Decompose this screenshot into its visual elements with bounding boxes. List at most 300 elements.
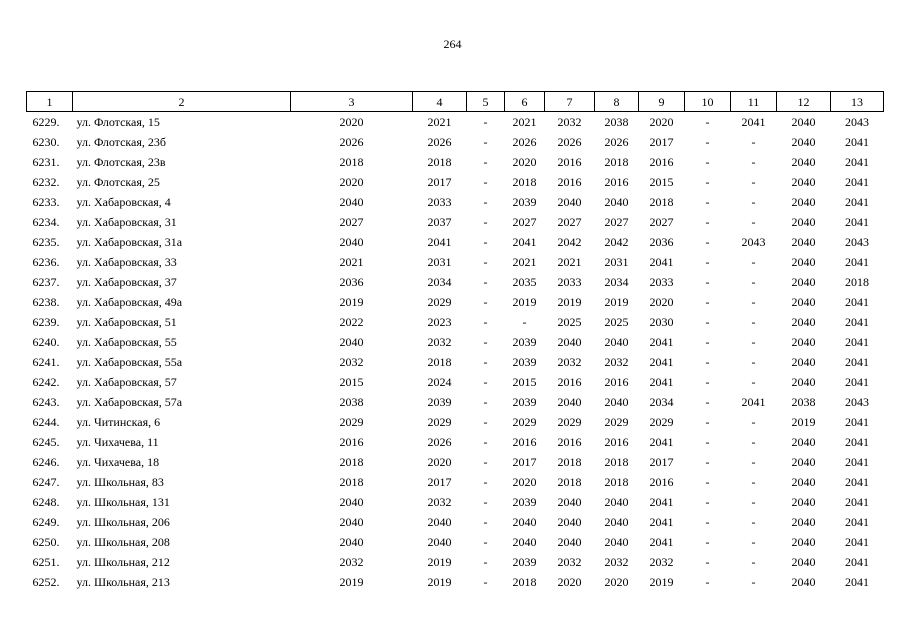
table-row (27, 252, 884, 272)
table-cell: 2027 (339, 215, 364, 229)
table-cell: 2020 (649, 295, 674, 309)
table-cell: 2036 (339, 275, 364, 289)
table-cell: 2040 (339, 515, 364, 529)
table-cell: 2026 (427, 435, 452, 449)
table-cell: 2021 (557, 255, 582, 269)
table-cell: 2043 (845, 235, 869, 249)
table-cell: 2019 (604, 295, 629, 309)
table-cell: 2024 (427, 375, 452, 389)
column-header: 10 (685, 92, 731, 112)
table-cell: 2040 (557, 535, 582, 549)
table-cell: 2018 (427, 355, 452, 369)
table-cell: 2032 (557, 115, 582, 129)
row-number: 6252. (32, 575, 60, 589)
table-cell: 2041 (845, 575, 869, 589)
table-cell: 2015 (339, 375, 364, 389)
address-cell: ул. Хабаровская, 51 (76, 315, 177, 329)
table-cell: 2040 (604, 495, 629, 509)
table-cell: 2035 (512, 275, 537, 289)
table-cell: - (705, 515, 710, 529)
table-cell: 2040 (791, 515, 816, 529)
address-cell: ул. Школьная, 213 (76, 575, 170, 589)
table-cell: 2040 (791, 195, 816, 209)
table-cell: 2041 (845, 175, 869, 189)
table-cell: 2032 (339, 355, 364, 369)
table-cell: - (483, 215, 488, 229)
table-cell: 2018 (557, 455, 582, 469)
table-cell: - (705, 415, 710, 429)
table-row (27, 292, 884, 312)
table-cell: - (751, 135, 756, 149)
table-cell: - (705, 195, 710, 209)
table-cell: 2032 (557, 555, 582, 569)
row-number: 6242. (32, 375, 60, 389)
table-cell: - (705, 475, 710, 489)
table-cell: 2041 (845, 495, 869, 509)
table-header-row (27, 92, 884, 112)
table-cell: 2019 (427, 555, 452, 569)
row-number: 6235. (32, 235, 60, 249)
table-cell: 2040 (791, 455, 816, 469)
table-cell: - (705, 215, 710, 229)
address-cell: ул. Школьная, 131 (76, 495, 170, 509)
table-cell: 2019 (339, 575, 364, 589)
row-number: 6244. (32, 415, 60, 429)
table-cell: 2039 (512, 335, 537, 349)
address-cell: ул. Хабаровская, 31а (76, 235, 183, 249)
table-cell: - (483, 355, 488, 369)
table-cell: - (751, 255, 756, 269)
table-cell: 2037 (427, 215, 452, 229)
table-cell: - (751, 275, 756, 289)
table-cell: 2040 (791, 115, 816, 129)
table-cell: - (483, 295, 488, 309)
table-cell: 2041 (845, 375, 869, 389)
column-header: 9 (639, 92, 685, 112)
table-cell: 2040 (791, 275, 816, 289)
row-number: 6243. (32, 395, 60, 409)
row-number: 6238. (32, 295, 60, 309)
table-cell: 2016 (604, 435, 629, 449)
address-cell: ул. Флотская, 25 (76, 175, 160, 189)
table-cell: 2041 (512, 235, 537, 249)
table-row (27, 312, 884, 332)
address-cell: ул. Флотская, 23б (76, 135, 166, 149)
table-cell: 2016 (649, 155, 674, 169)
table-cell: 2033 (557, 275, 582, 289)
table-cell: 2041 (845, 195, 869, 209)
table-cell: 2042 (557, 235, 582, 249)
table-cell: 2029 (604, 415, 629, 429)
table-cell: 2040 (557, 195, 582, 209)
address-cell: ул. Хабаровская, 4 (76, 195, 171, 209)
table-cell: 2040 (791, 175, 816, 189)
table-cell: - (483, 395, 488, 409)
table-row (27, 372, 884, 392)
table-cell: - (705, 175, 710, 189)
table-cell: 2039 (512, 355, 537, 369)
table-cell: 2038 (791, 395, 816, 409)
table-cell: - (483, 515, 488, 529)
table-cell: 2040 (791, 375, 816, 389)
table-cell: 2039 (512, 195, 537, 209)
row-number: 6229. (32, 115, 60, 129)
table-cell: 2041 (741, 115, 766, 129)
table-cell: 2040 (791, 355, 816, 369)
table-cell: 2019 (557, 295, 582, 309)
table-row (27, 332, 884, 352)
table-cell: 2040 (512, 515, 537, 529)
table-cell: 2040 (791, 315, 816, 329)
table-cell: 2034 (604, 275, 629, 289)
table-cell: 2019 (512, 295, 537, 309)
table-cell: 2041 (845, 475, 869, 489)
table-cell: - (705, 255, 710, 269)
table-cell: 2039 (512, 395, 537, 409)
table-cell: 2040 (791, 155, 816, 169)
table-cell: 2033 (427, 195, 452, 209)
table-cell: 2016 (557, 375, 582, 389)
column-header: 8 (595, 92, 639, 112)
table-cell: 2018 (845, 275, 869, 289)
table-cell: 2019 (791, 415, 816, 429)
table-cell: 2026 (604, 135, 629, 149)
table-cell: 2016 (604, 375, 629, 389)
table-cell: 2039 (427, 395, 452, 409)
table-cell: - (705, 395, 710, 409)
row-number: 6249. (32, 515, 60, 529)
table-cell: 2041 (649, 355, 674, 369)
table-cell: 2029 (649, 415, 674, 429)
table-cell: 2041 (845, 535, 869, 549)
table-cell: 2040 (557, 515, 582, 529)
address-cell: ул. Школьная, 83 (76, 475, 164, 489)
row-number: 6247. (32, 475, 60, 489)
table-cell: - (483, 535, 488, 549)
table-cell: 2016 (557, 175, 582, 189)
table-cell: 2018 (557, 475, 582, 489)
table-cell: 2040 (557, 395, 582, 409)
table-cell: 2040 (339, 495, 364, 509)
table-cell: - (483, 255, 488, 269)
row-number: 6237. (32, 275, 60, 289)
address-cell: ул. Школьная, 212 (76, 555, 170, 569)
table-cell: - (751, 535, 756, 549)
table-cell: - (751, 435, 756, 449)
table-cell: - (483, 135, 488, 149)
table-cell: 2043 (741, 235, 766, 249)
table-cell: 2032 (427, 495, 452, 509)
table-cell: - (751, 555, 756, 569)
table-cell: 2018 (512, 175, 537, 189)
table-row (27, 412, 884, 432)
table-cell: - (705, 555, 710, 569)
table-cell: 2021 (427, 115, 452, 129)
table-row (27, 472, 884, 492)
table-cell: 2040 (791, 575, 816, 589)
table-row (27, 272, 884, 292)
table-cell: 2016 (649, 475, 674, 489)
table-row (27, 492, 884, 512)
address-cell: ул. Чихачева, 18 (76, 455, 160, 469)
table-cell: 2023 (427, 315, 452, 329)
table-cell: 2018 (512, 575, 537, 589)
table-row (27, 552, 884, 572)
row-number: 6245. (32, 435, 60, 449)
table-cell: 2020 (649, 115, 674, 129)
table-row (27, 512, 884, 532)
table-cell: 2041 (845, 515, 869, 529)
row-number: 6248. (32, 495, 60, 509)
table-row (27, 112, 884, 133)
address-cell: ул. Хабаровская, 37 (76, 275, 177, 289)
table-cell: 2031 (604, 255, 629, 269)
row-number: 6241. (32, 355, 60, 369)
row-number: 6239. (32, 315, 60, 329)
table-cell: 2040 (427, 535, 452, 549)
table-cell: - (705, 355, 710, 369)
table-cell: 2033 (649, 275, 674, 289)
table-cell: 2026 (427, 135, 452, 149)
table-cell: - (751, 155, 756, 169)
table-cell: - (705, 335, 710, 349)
table-cell: - (483, 335, 488, 349)
table-row (27, 152, 884, 172)
address-cell: ул. Хабаровская, 49а (76, 295, 183, 309)
table-cell: 2017 (427, 175, 452, 189)
table-cell: 2027 (557, 215, 582, 229)
table-cell: - (751, 215, 756, 229)
table-cell: 2020 (339, 115, 364, 129)
row-number: 6230. (32, 135, 60, 149)
table-cell: 2020 (512, 475, 537, 489)
table-row (27, 352, 884, 372)
table-cell: 2042 (604, 235, 629, 249)
table-row (27, 452, 884, 472)
table-cell: - (705, 435, 710, 449)
table-cell: 2041 (649, 515, 674, 529)
row-number: 6231. (32, 155, 60, 169)
table-row (27, 232, 884, 252)
table-cell: 2040 (791, 135, 816, 149)
table-cell: 2041 (845, 215, 869, 229)
address-cell: ул. Хабаровская, 31 (76, 215, 177, 229)
row-number: 6232. (32, 175, 60, 189)
table-cell: - (705, 155, 710, 169)
table-cell: 2017 (649, 135, 674, 149)
table-cell: 2026 (557, 135, 582, 149)
table-cell: 2041 (649, 335, 674, 349)
table-cell: 2040 (339, 235, 364, 249)
column-header: 7 (545, 92, 595, 112)
table-cell: - (751, 515, 756, 529)
table-cell: - (751, 355, 756, 369)
page-number: 264 (443, 37, 462, 51)
table-cell: - (483, 575, 488, 589)
table-cell: - (705, 135, 710, 149)
table-cell: 2040 (557, 495, 582, 509)
table-cell: - (483, 415, 488, 429)
table-cell: 2041 (845, 255, 869, 269)
table-cell: 2041 (845, 455, 869, 469)
table-cell: - (483, 175, 488, 189)
table-row (27, 132, 884, 152)
table-cell: 2015 (649, 175, 674, 189)
table-cell: 2040 (791, 435, 816, 449)
table-cell: 2041 (649, 495, 674, 509)
table-cell: - (705, 315, 710, 329)
address-cell: ул. Читинская, 6 (76, 415, 161, 429)
table-cell: - (751, 335, 756, 349)
table-cell: 2041 (845, 295, 869, 309)
table-cell: 2021 (512, 115, 537, 129)
table-cell: - (705, 235, 710, 249)
table-cell: 2032 (604, 355, 629, 369)
table-cell: 2040 (791, 535, 816, 549)
table-cell: 2029 (512, 415, 537, 429)
table-cell: 2019 (649, 575, 674, 589)
column-header: 12 (777, 92, 831, 112)
table-cell: 2040 (791, 255, 816, 269)
address-cell: ул. Флотская, 23в (76, 155, 166, 169)
table-cell: 2040 (604, 395, 629, 409)
row-number: 6251. (32, 555, 60, 569)
table-cell: - (751, 575, 756, 589)
table-cell: 2021 (512, 255, 537, 269)
address-cell: ул. Хабаровская, 57 (76, 375, 177, 389)
table-cell: 2032 (604, 555, 629, 569)
table-cell: - (751, 495, 756, 509)
table-cell: 2029 (427, 295, 452, 309)
table-body (27, 112, 884, 593)
table-cell: - (705, 295, 710, 309)
table-cell: - (522, 315, 527, 329)
column-header: 11 (731, 92, 777, 112)
table-cell: - (483, 155, 488, 169)
table-row (27, 572, 884, 592)
row-number: 6250. (32, 535, 60, 549)
table-cell: - (483, 375, 488, 389)
table-row (27, 392, 884, 412)
table-cell: 2020 (557, 575, 582, 589)
table-cell: - (751, 375, 756, 389)
row-number: 6246. (32, 455, 60, 469)
table-cell: - (751, 175, 756, 189)
table-cell: 2034 (427, 275, 452, 289)
column-header: 4 (413, 92, 467, 112)
table-cell: 2018 (339, 155, 364, 169)
table-cell: 2040 (791, 475, 816, 489)
table-cell: 2026 (339, 135, 364, 149)
table-cell: 2041 (845, 435, 869, 449)
table-cell: - (483, 195, 488, 209)
address-cell: ул. Школьная, 206 (76, 515, 170, 529)
table-cell: - (483, 315, 488, 329)
table-cell: 2040 (604, 335, 629, 349)
table-cell: 2022 (339, 315, 364, 329)
table-cell: - (483, 115, 488, 129)
table-cell: 2039 (512, 495, 537, 509)
table-cell: 2041 (845, 415, 869, 429)
table-cell: 2036 (649, 235, 674, 249)
table-cell: 2040 (339, 195, 364, 209)
table-cell: - (751, 295, 756, 309)
table-cell: - (483, 555, 488, 569)
table-cell: - (705, 575, 710, 589)
table-cell: 2027 (649, 215, 674, 229)
table-cell: - (751, 475, 756, 489)
address-cell: ул. Школьная, 208 (76, 535, 170, 549)
row-number: 6236. (32, 255, 60, 269)
table-cell: 2041 (649, 375, 674, 389)
table-cell: - (483, 495, 488, 509)
table-cell: 2017 (512, 455, 537, 469)
table-cell: 2018 (604, 455, 629, 469)
table-cell: 2041 (741, 395, 766, 409)
table-cell: 2032 (427, 335, 452, 349)
table-cell: 2040 (791, 295, 816, 309)
table-cell: 2040 (604, 515, 629, 529)
table-cell: 2016 (604, 175, 629, 189)
table-cell: - (705, 375, 710, 389)
table-cell: 2029 (427, 415, 452, 429)
table-row (27, 532, 884, 552)
table-cell: 2017 (427, 475, 452, 489)
table-cell: 2041 (845, 155, 869, 169)
table-cell: 2040 (791, 495, 816, 509)
column-header: 6 (505, 92, 545, 112)
table-cell: 2017 (649, 455, 674, 469)
table-cell: 2040 (604, 535, 629, 549)
table-cell: 2040 (339, 335, 364, 349)
table-cell: 2020 (512, 155, 537, 169)
table-cell: - (751, 455, 756, 469)
table-cell: 2018 (339, 455, 364, 469)
column-header: 13 (831, 92, 884, 112)
table-cell: - (751, 315, 756, 329)
table-cell: 2031 (427, 255, 452, 269)
table-cell: - (483, 455, 488, 469)
table-cell: - (483, 235, 488, 249)
table-cell: 2040 (791, 215, 816, 229)
table-cell: - (705, 535, 710, 549)
row-number: 6233. (32, 195, 60, 209)
table-cell: 2041 (845, 315, 869, 329)
table-cell: - (751, 195, 756, 209)
table-cell: 2029 (557, 415, 582, 429)
table-cell: - (705, 115, 710, 129)
table-cell: 2019 (427, 575, 452, 589)
table-cell: 2043 (845, 115, 869, 129)
table-cell: 2041 (845, 135, 869, 149)
table-cell: 2018 (604, 155, 629, 169)
table-cell: 2041 (845, 335, 869, 349)
table-cell: 2034 (649, 395, 674, 409)
table-cell: 2018 (427, 155, 452, 169)
table-cell: 2041 (649, 435, 674, 449)
table-cell: 2021 (339, 255, 364, 269)
table-cell: 2032 (649, 555, 674, 569)
table-cell: 2040 (791, 555, 816, 569)
table-row (27, 172, 884, 192)
table-cell: 2041 (845, 355, 869, 369)
table-cell: 2020 (604, 575, 629, 589)
table-cell: 2015 (512, 375, 537, 389)
address-cell: ул. Флотская, 15 (76, 115, 160, 129)
table-cell: - (705, 455, 710, 469)
table-cell: 2039 (512, 555, 537, 569)
table-cell: 2018 (339, 475, 364, 489)
